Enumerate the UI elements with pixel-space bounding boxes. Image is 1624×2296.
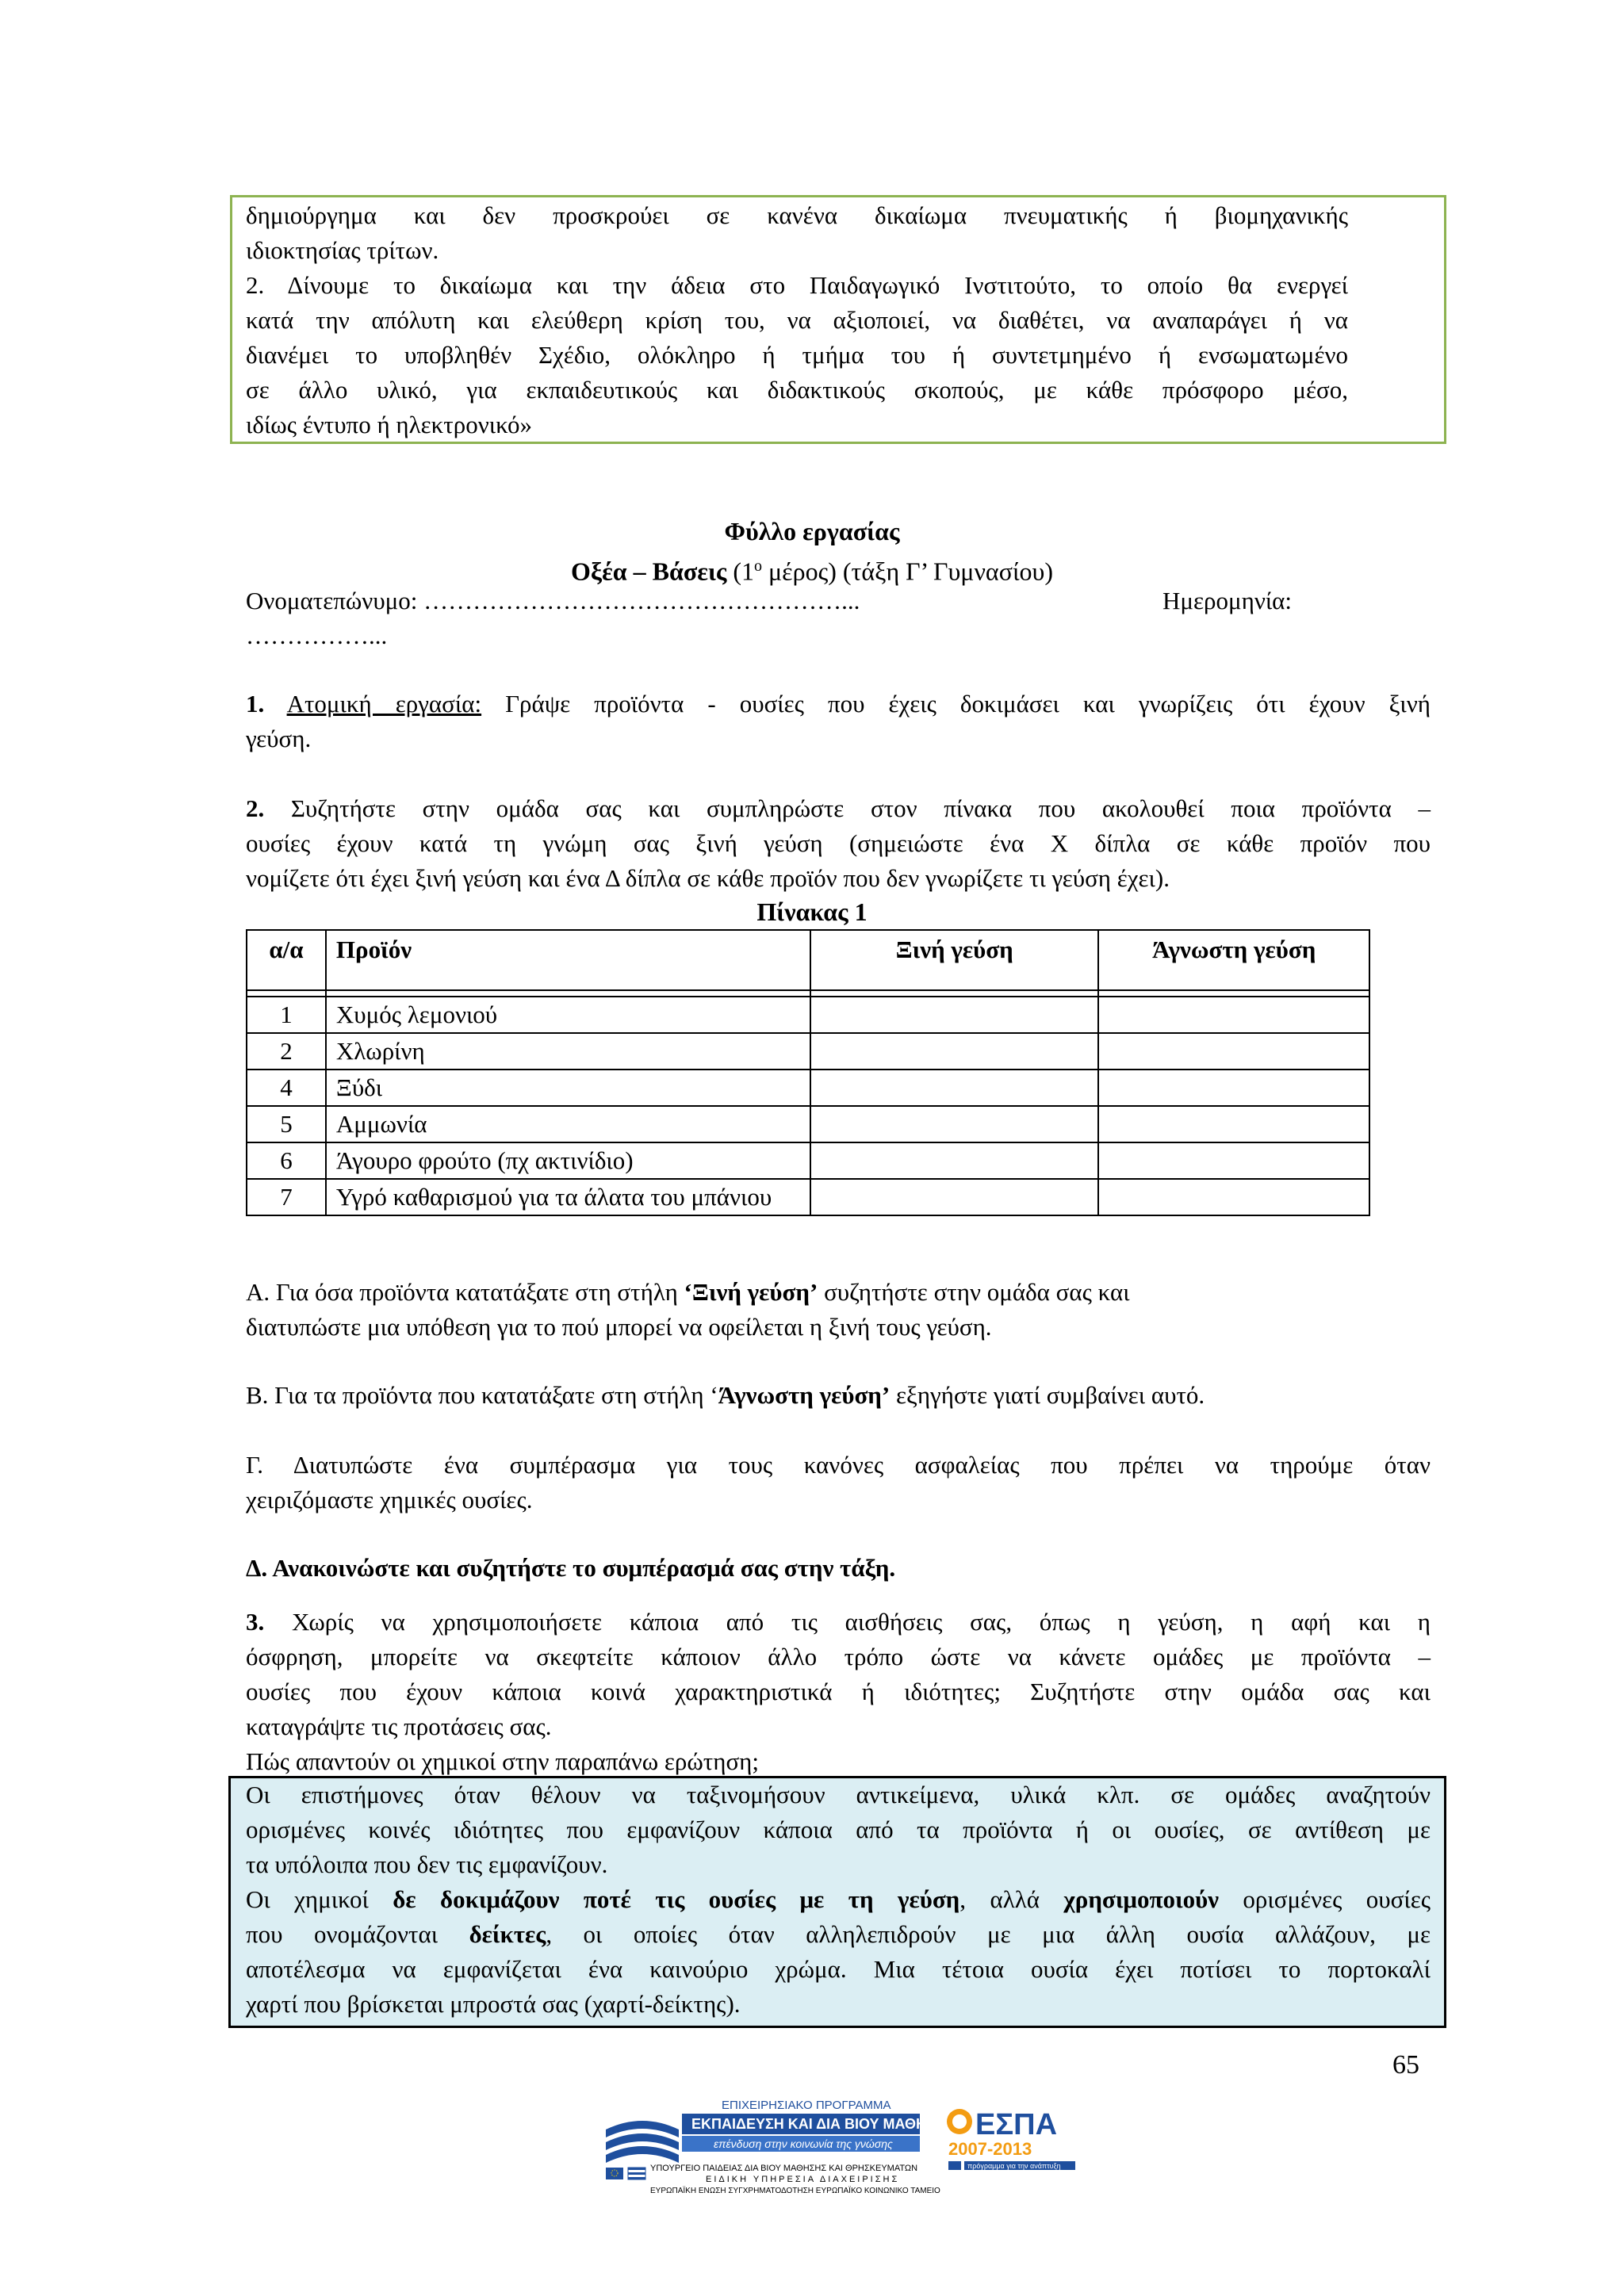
license-line: ιδιοκτησίας τρίτων. <box>246 236 439 264</box>
espa-years: 2007-2013 <box>948 2139 1032 2159</box>
question-1 <box>246 687 1431 756</box>
row-product: Άγουρο φρούτο (πχ ακτινίδιο) <box>326 1142 810 1179</box>
question-d: Δ. Ανακοινώστε και συζητήστε το συμπέρασμά σας στην τάξη. <box>246 1554 896 1582</box>
license-line: ιδίως έντυπο ή ηλεκτρονικό» <box>246 411 533 438</box>
sour-taste-cell[interactable] <box>810 997 1098 1033</box>
name-field: Ονοματεπώνυμο: ……………………………………………... <box>246 587 860 614</box>
q3-line-5: Πώς απαντούν οι χημικοί στην παραπάνω ερώτηση; <box>246 1747 760 1775</box>
table-header-row <box>247 930 1369 990</box>
license-line: κατά την απόλυτη και ελεύθερη κρίση του, να αξιοποιεί, να διαθέτει, να αναπαράγει ή να <box>246 306 1348 334</box>
q2-number: 2. <box>246 794 265 822</box>
unknown-taste-cell[interactable] <box>1098 1142 1369 1179</box>
spacer-cell <box>1098 990 1369 997</box>
row-product: Ξύδι <box>326 1070 810 1106</box>
program-emblem <box>606 2121 679 2163</box>
qb-post: εξηγήστε γιατί συμβαίνει αυτό. <box>890 1381 1205 1409</box>
row-index: 2 <box>247 1033 326 1070</box>
sour-taste-cell[interactable] <box>810 1033 1098 1070</box>
q1-text-2: γεύση. <box>246 725 312 752</box>
info-text-run: , αλλά <box>959 1885 1064 1913</box>
info-bold-run: δείκτες <box>469 1920 546 1948</box>
qa-bold: ‘Ξινή γεύση’ <box>684 1278 818 1306</box>
ministry-line-3: ΕΥΡΩΠΑΪΚΗ ΕΝΩΣΗ ΣΥΓΧΡΗΜΑΤΟΔΟΤΗΣΗ ΕΥΡΩΠΑΪΚΟ ΚΟΙΝΩΝΙΚΟ ΤΑΜΕΙΟ <box>650 2187 940 2195</box>
subtitle-sup: ο <box>754 557 762 575</box>
row-index: 6 <box>247 1142 326 1179</box>
unknown-taste-cell[interactable] <box>1098 997 1369 1033</box>
q2-text-2: ουσίες έχουν κατά τη γνώμη σας ξινή γεύση (σημειώστε ένα Χ δίπλα σε κάθε προϊόν που <box>246 829 1431 857</box>
table-row <box>247 1142 1369 1179</box>
q2-text: Συζητήστε στην ομάδα σας και συμπληρώστε στον πίνακα που ακολουθεί ποια προϊόντα – <box>264 794 1431 822</box>
info-line-1: Οι επιστήμονες όταν θέλουν να ταξινομήσουν αντικείμενα, υλικά κλπ. σε ομάδες αναζητούν <box>246 1781 1431 1808</box>
info-line-3: τα υπόλοιπα που δεν τις εμφανίζουν. <box>246 1850 608 1878</box>
info-line-6: αποτέλεσμα να εμφανίζεται ένα καινούριο χρώμα. Μια τέτοια ουσία έχει ποτίσει το πορτοκαλί <box>246 1955 1431 1983</box>
sour-taste-cell[interactable] <box>810 1142 1098 1179</box>
row-index: 4 <box>247 1070 326 1106</box>
row-product: Χλωρίνη <box>326 1033 810 1070</box>
worksheet-title: Φύλλο εργασίας <box>724 517 900 545</box>
ministry-line-2: ΕΙΔΙΚΗ ΥΠΗΡΕΣΙΑ ΔΙΑΧΕΙΡΙΣΗΣ <box>706 2175 900 2184</box>
program-line-2: ΕΚΠΑΙΔΕΥΣΗ ΚΑΙ ΔΙΑ ΒΙΟΥ ΜΑΘΗΣΗ <box>691 2116 945 2132</box>
program-line-3: επένδυση στην κοινωνία της γνώσης <box>714 2137 893 2150</box>
license-line: διανέμει το υποβληθέν Σχέδιο, ολόκληρο ή τμήμα του ή συντετμημένο ή ενσωματωμένο <box>246 341 1348 369</box>
info-text-run: Οι χημικοί <box>246 1885 393 1913</box>
greek-flag-icon <box>948 2161 961 2170</box>
sour-taste-cell[interactable] <box>810 1179 1098 1215</box>
license-line: 2. Δίνουμε το δικαίωμα και την άδεια στο Παιδαγωγικό Ινστιτούτο, το οποίο θα ενεργεί <box>246 271 1348 299</box>
spacer-cell <box>326 990 810 997</box>
qc-line-1: Γ. Διατυπώστε ένα συμπέρασμα για τους κανόνες ασφαλείας που πρέπει να τηρούμε όταν <box>246 1451 1431 1479</box>
license-line: σε άλλο υλικό, για εκπαιδευτικούς και διδακτικούς σκοπούς, με κάθε πρόσφορο μέσο, <box>246 376 1348 404</box>
info-bold-run: δε δοκιμάζουν ποτέ τις ουσίες με τη γεύση <box>393 1885 960 1913</box>
subtitle-num: (1 <box>726 557 754 586</box>
row-product: Αμμωνία <box>326 1106 810 1142</box>
question-2 <box>246 791 1431 896</box>
subtitle-rest: μέρος) (τάξη Γ’ Γυμνασίου) <box>762 557 1054 586</box>
info-line-4 <box>246 1882 1431 1917</box>
row-index: 1 <box>247 997 326 1033</box>
qa-line-2: διατυπώστε μια υπόθεση για το πού μπορεί να οφείλεται η ξινή τους γεύση. <box>246 1313 992 1341</box>
license-text <box>246 198 1348 442</box>
header-product: Προϊόν <box>326 930 810 990</box>
table-row <box>247 1033 1369 1070</box>
license-line: δημιούργημα και δεν προσκρούει σε κανένα δικαίωμα πνευματικής ή βιομηχανικής <box>246 201 1348 229</box>
q1-number: 1. <box>246 690 265 718</box>
row-index: 5 <box>247 1106 326 1142</box>
info-line-7: χαρτί που βρίσκεται μπροστά σας (χαρτί-δείκτης). <box>246 1990 741 2018</box>
info-text <box>246 1777 1431 2022</box>
unknown-taste-cell[interactable] <box>1098 1033 1369 1070</box>
qc-line-2: χειριζόμαστε χημικές ουσίες. <box>246 1486 533 1513</box>
header-unknown: Άγνωστη γεύση <box>1098 930 1369 990</box>
espa-logo <box>942 2101 1077 2188</box>
q1-label: Ατομική εργασία: <box>286 690 482 718</box>
info-text-run: , οι οποίες όταν αλληλεπιδρούν με μια άλλη ουσία αλλάζουν, με <box>546 1920 1431 1948</box>
q3-line-2: όσφρηση, μπορείτε να σκεφτείτε κάποιον άλλο τρόπο ώστε να κάνετε ομάδες με προϊόντα – <box>246 1643 1431 1670</box>
date-field: ……………... <box>246 622 388 649</box>
unknown-taste-cell[interactable] <box>1098 1106 1369 1142</box>
question-a <box>246 1275 1431 1345</box>
eu-flag-icon <box>606 2168 623 2179</box>
table-row <box>247 1106 1369 1142</box>
unknown-taste-cell[interactable] <box>1098 1179 1369 1215</box>
page-number: 65 <box>1392 2050 1419 2080</box>
q3-line-4: καταγράψτε τις προτάσεις σας. <box>246 1712 552 1740</box>
table-spacer-row <box>247 990 1369 997</box>
info-bold-run: χρησιμοποιούν <box>1063 1885 1220 1913</box>
sour-taste-cell[interactable] <box>810 1070 1098 1106</box>
qa-post: συζητήστε στην ομάδα σας και <box>818 1278 1130 1306</box>
q3-line-3: ουσίες που έχουν κάποια κοινά χαρακτηριστικά ή ιδιότητες; Συζητήστε στην ομάδα σας και <box>246 1678 1431 1705</box>
q3-text: Χωρίς να χρησιμοποιήσετε κάποια από τις αισθήσεις σας, όπως η γεύση, η αφή και η <box>264 1608 1431 1636</box>
qa-pre: Α. Για όσα προϊόντα κατατάξατε στη στήλη <box>246 1278 684 1306</box>
info-line-2: ορισμένες κοινές ιδιότητες που εμφανίζουν κάποια από τα προϊόντα ή οι ουσίες, σε αντίθεση με <box>246 1816 1431 1843</box>
header-sour: Ξινή γεύση <box>810 930 1098 990</box>
info-line-5 <box>246 1917 1431 1952</box>
q2-text-3: νομίζετε ότι έχει ξινή γεύση και ένα Δ δίπλα σε κάθε προϊόν που δεν γνωρίζετε τι γεύση έχει). <box>246 864 1170 892</box>
ministry-line-1: ΥΠΟΥΡΓΕΙΟ ΠΑΙΔΕΙΑΣ ΔΙΑ ΒΙΟΥ ΜΑΘΗΣΗΣ ΚΑΙ ΘΡΗΣΚΕΥΜΑΤΩΝ <box>650 2164 918 2173</box>
espa-title: ΕΣΠΑ <box>975 2108 1058 2141</box>
date-label: Ημερομηνία: <box>1162 587 1293 614</box>
table-title: Πίνακας 1 <box>756 897 868 926</box>
question-b <box>246 1378 1431 1413</box>
subtitle-topic: Οξέα – Βάσεις <box>570 557 727 586</box>
info-text-run: ορισμένες ουσίες <box>1219 1885 1431 1913</box>
espa-tagline: πρόγραμμα για την ανάπτυξη <box>967 2162 1061 2170</box>
header-index: α/α <box>247 930 326 990</box>
qb-pre: Β. Για τα προϊόντα που κατατάξατε στη στήλη ‘ <box>246 1381 718 1409</box>
table-row <box>247 1179 1369 1215</box>
question-c <box>246 1448 1431 1517</box>
table-row <box>247 997 1369 1033</box>
espa-emblem-icon <box>947 2109 972 2134</box>
program-line-1: ΕΠΙΧΕΙΡΗΣΙΑΚΟ ΠΡΟΓΡΑΜΜΑ <box>722 2099 891 2112</box>
greek-flag-icon <box>628 2168 645 2179</box>
q3-number: 3. <box>246 1608 265 1636</box>
spacer-cell <box>810 990 1098 997</box>
unknown-taste-cell[interactable] <box>1098 1070 1369 1106</box>
sour-taste-cell[interactable] <box>810 1106 1098 1142</box>
row-product: Χυμός λεμονιού <box>326 997 810 1033</box>
row-product: Υγρό καθαρισμού για τα άλατα του μπάνιου <box>326 1179 810 1215</box>
q1-text: Γράψε προϊόντα - ουσίες που έχεις δοκιμάσει και γνωρίζεις ότι έχουν ξινή <box>481 690 1431 718</box>
info-text-run: που ονομάζονται <box>246 1920 469 1948</box>
qb-bold: Άγνωστη γεύση’ <box>718 1381 891 1409</box>
row-index: 7 <box>247 1179 326 1215</box>
spacer-cell <box>247 990 326 997</box>
question-3 <box>246 1605 1431 1779</box>
table-row <box>247 1070 1369 1106</box>
products-table <box>246 929 1370 1216</box>
